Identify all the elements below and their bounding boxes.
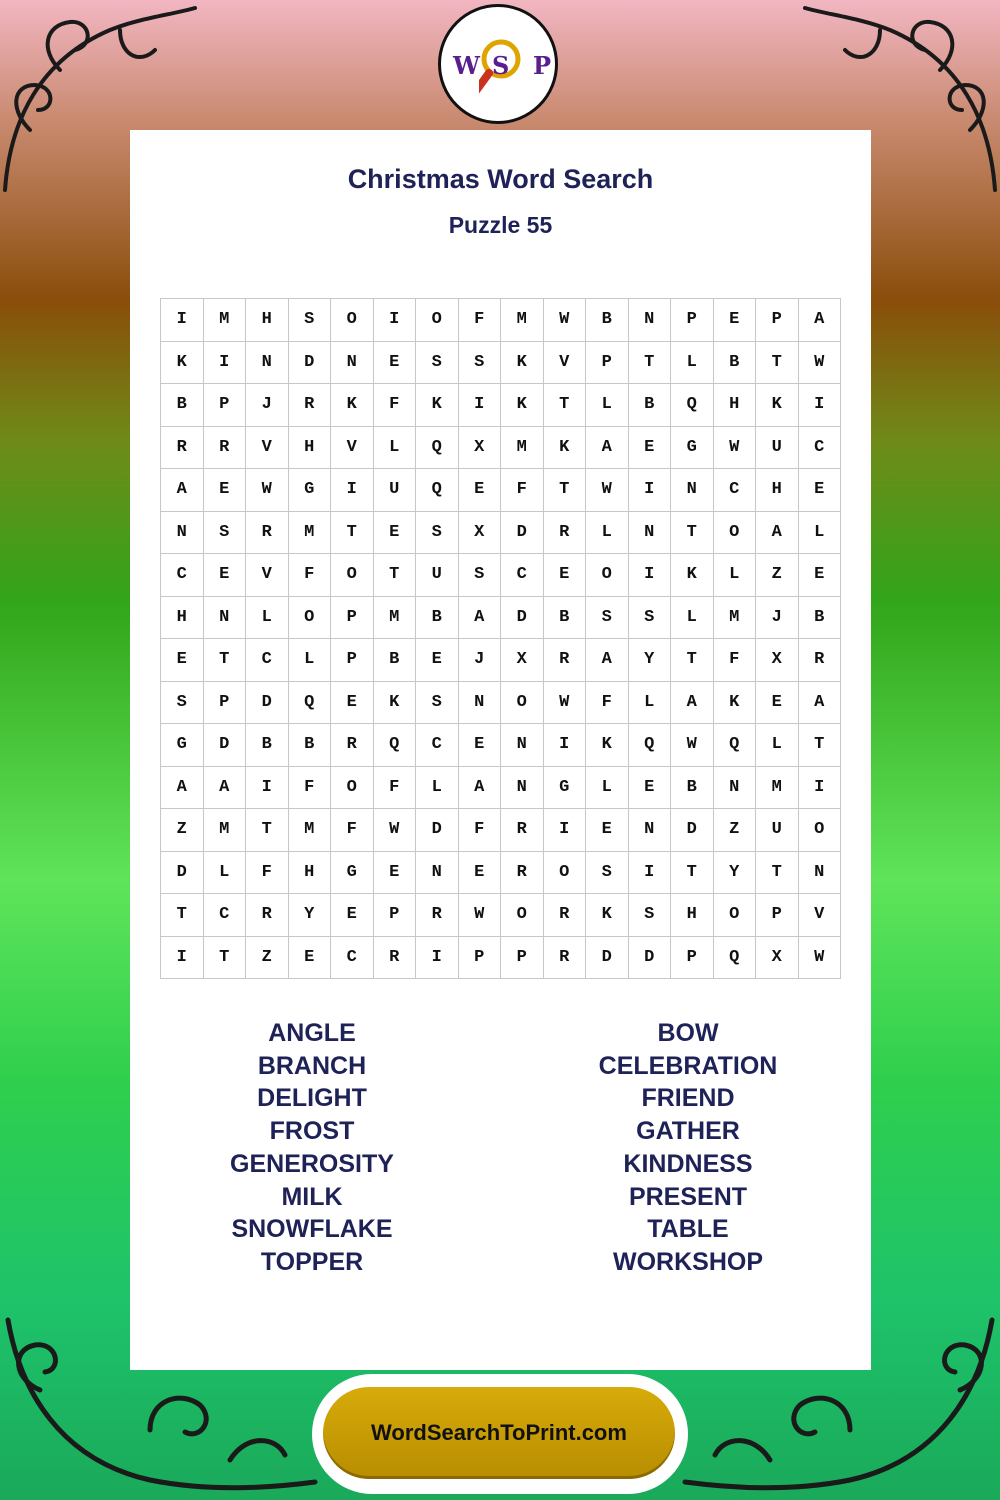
word-item: PRESENT <box>628 1182 748 1211</box>
grid-cell[interactable]: T <box>671 852 714 895</box>
grid-cell[interactable]: I <box>629 469 672 512</box>
grid-cell[interactable]: N <box>459 682 502 725</box>
grid-cell[interactable]: Y <box>629 639 672 682</box>
grid-cell[interactable]: D <box>416 809 459 852</box>
grid-cell[interactable]: E <box>374 512 417 555</box>
grid-cell[interactable]: O <box>714 512 757 555</box>
puzzle-sheet <box>130 130 871 1370</box>
word-item: FROST <box>269 1117 355 1146</box>
grid-cell[interactable]: E <box>629 427 672 470</box>
grid-cell[interactable]: R <box>246 894 289 937</box>
grid-cell[interactable]: I <box>416 937 459 980</box>
grid-cell[interactable]: B <box>799 597 842 640</box>
grid-cell[interactable]: G <box>331 852 374 895</box>
grid-cell[interactable]: A <box>459 767 502 810</box>
grid-cell[interactable]: G <box>671 427 714 470</box>
grid-cell[interactable]: K <box>586 724 629 767</box>
grid-cell[interactable]: G <box>161 724 204 767</box>
grid-cell[interactable]: E <box>544 554 587 597</box>
grid-cell[interactable]: K <box>416 384 459 427</box>
grid-cell[interactable]: U <box>756 809 799 852</box>
grid-cell[interactable]: F <box>289 767 332 810</box>
grid-cell[interactable]: I <box>459 384 502 427</box>
grid-cell[interactable]: L <box>799 512 842 555</box>
grid-cell[interactable]: B <box>629 384 672 427</box>
grid-cell[interactable]: C <box>501 554 544 597</box>
grid-cell[interactable]: K <box>501 384 544 427</box>
grid-cell[interactable]: S <box>629 894 672 937</box>
grid-cell[interactable]: T <box>204 937 247 980</box>
grid-cell[interactable]: A <box>799 682 842 725</box>
grid-cell[interactable]: R <box>544 894 587 937</box>
website-label: WordSearchToPrint.com <box>371 1420 627 1445</box>
grid-cell[interactable]: Q <box>671 384 714 427</box>
grid-cell[interactable]: I <box>629 554 672 597</box>
grid-cell[interactable]: H <box>756 469 799 512</box>
grid-cell[interactable]: E <box>459 469 502 512</box>
grid-cell[interactable]: E <box>459 724 502 767</box>
puzzle-title: Christmas Word Search <box>347 164 654 194</box>
word-item: TABLE <box>647 1215 729 1244</box>
grid-cell[interactable]: O <box>331 767 374 810</box>
grid-cell[interactable]: L <box>586 512 629 555</box>
grid-cell[interactable]: T <box>629 342 672 385</box>
grid-cell[interactable]: N <box>246 342 289 385</box>
grid-cell[interactable]: L <box>416 767 459 810</box>
grid-cell[interactable]: F <box>714 639 757 682</box>
grid-cell[interactable]: K <box>501 342 544 385</box>
grid-cell[interactable]: A <box>459 597 502 640</box>
grid-cell[interactable]: H <box>161 597 204 640</box>
grid-cell[interactable]: P <box>586 342 629 385</box>
grid-cell[interactable]: M <box>501 299 544 342</box>
grid-cell[interactable]: B <box>416 597 459 640</box>
grid-cell[interactable]: E <box>289 937 332 980</box>
grid-cell[interactable]: I <box>161 299 204 342</box>
word-item: ANGLE <box>268 1019 356 1047</box>
grid-cell[interactable]: X <box>501 639 544 682</box>
grid-cell[interactable]: Q <box>714 937 757 980</box>
grid-cell[interactable]: R <box>289 384 332 427</box>
grid-cell[interactable]: L <box>671 342 714 385</box>
grid-cell[interactable]: N <box>204 597 247 640</box>
grid-cell[interactable]: Q <box>714 724 757 767</box>
grid-cell[interactable]: P <box>331 639 374 682</box>
grid-cell[interactable]: W <box>544 299 587 342</box>
grid-cell[interactable]: B <box>161 384 204 427</box>
grid-cell[interactable]: I <box>629 852 672 895</box>
grid-cell[interactable]: N <box>629 299 672 342</box>
grid-cell[interactable]: R <box>501 809 544 852</box>
grid-cell[interactable]: I <box>204 342 247 385</box>
grid-cell[interactable]: P <box>501 937 544 980</box>
grid-cell[interactable]: I <box>544 724 587 767</box>
grid-cell[interactable]: L <box>289 639 332 682</box>
grid-cell[interactable]: S <box>416 512 459 555</box>
grid-cell[interactable]: Z <box>714 809 757 852</box>
grid-cell[interactable]: W <box>246 469 289 512</box>
grid-cell[interactable]: H <box>246 299 289 342</box>
grid-cell[interactable]: T <box>374 554 417 597</box>
grid-cell[interactable]: P <box>671 299 714 342</box>
grid-cell[interactable]: P <box>459 937 502 980</box>
grid-cell[interactable]: E <box>331 894 374 937</box>
grid-cell[interactable]: O <box>544 852 587 895</box>
grid-cell[interactable]: T <box>756 342 799 385</box>
word-item: GENEROSITY <box>230 1149 394 1178</box>
grid-cell[interactable]: Q <box>416 469 459 512</box>
grid-cell[interactable]: N <box>161 512 204 555</box>
grid-cell[interactable]: I <box>544 809 587 852</box>
word-item: CELEBRATION <box>598 1051 778 1080</box>
grid-cell[interactable]: M <box>204 299 247 342</box>
logo-letter-p: P <box>533 51 552 80</box>
word-item: MILK <box>281 1182 343 1211</box>
grid-cell[interactable]: M <box>501 427 544 470</box>
word-list-left <box>162 1017 462 1279</box>
grid-cell[interactable]: I <box>331 469 374 512</box>
grid-cell[interactable]: B <box>246 724 289 767</box>
grid-cell[interactable]: P <box>671 937 714 980</box>
grid-cell[interactable]: L <box>756 724 799 767</box>
grid-cell[interactable]: U <box>416 554 459 597</box>
grid-cell[interactable]: S <box>459 554 502 597</box>
grid-cell[interactable]: D <box>289 342 332 385</box>
grid-cell[interactable]: P <box>331 597 374 640</box>
grid-cell[interactable]: B <box>586 299 629 342</box>
grid-cell[interactable]: N <box>629 512 672 555</box>
grid-cell[interactable]: Q <box>289 682 332 725</box>
grid-cell[interactable]: A <box>161 767 204 810</box>
wsp-logo[interactable] <box>438 4 558 124</box>
grid-cell[interactable]: R <box>501 852 544 895</box>
grid-cell[interactable]: K <box>671 554 714 597</box>
grid-cell[interactable]: O <box>416 299 459 342</box>
grid-cell[interactable]: S <box>416 682 459 725</box>
grid-cell[interactable]: S <box>204 512 247 555</box>
grid-cell[interactable]: T <box>756 852 799 895</box>
word-item: TOPPER <box>260 1247 364 1276</box>
grid-cell[interactable]: D <box>501 512 544 555</box>
grid-cell[interactable]: D <box>246 682 289 725</box>
grid-cell[interactable]: N <box>416 852 459 895</box>
grid-cell[interactable]: D <box>586 937 629 980</box>
grid-cell[interactable]: J <box>756 597 799 640</box>
grid-cell[interactable]: R <box>374 937 417 980</box>
grid-cell[interactable]: A <box>671 682 714 725</box>
grid-cell[interactable]: B <box>374 639 417 682</box>
grid-cell[interactable]: K <box>756 384 799 427</box>
letter-grid[interactable] <box>160 298 841 979</box>
grid-cell[interactable]: H <box>289 427 332 470</box>
grid-cell[interactable]: I <box>799 767 842 810</box>
grid-cell[interactable]: L <box>714 554 757 597</box>
grid-cell[interactable]: V <box>331 427 374 470</box>
grid-cell[interactable]: L <box>246 597 289 640</box>
grid-cell[interactable]: C <box>331 937 374 980</box>
grid-cell[interactable]: M <box>714 597 757 640</box>
word-list-right <box>538 1017 838 1279</box>
grid-cell[interactable]: F <box>374 767 417 810</box>
grid-cell[interactable]: N <box>714 767 757 810</box>
grid-cell[interactable]: D <box>501 597 544 640</box>
grid-cell[interactable]: E <box>799 469 842 512</box>
grid-cell[interactable]: E <box>459 852 502 895</box>
grid-cell[interactable]: E <box>374 342 417 385</box>
grid-cell[interactable]: P <box>204 384 247 427</box>
grid-cell[interactable]: O <box>289 597 332 640</box>
grid-cell[interactable]: C <box>799 427 842 470</box>
grid-cell[interactable]: P <box>204 682 247 725</box>
grid-cell[interactable]: R <box>204 427 247 470</box>
grid-cell[interactable]: M <box>756 767 799 810</box>
grid-cell[interactable]: L <box>671 597 714 640</box>
grid-cell[interactable]: C <box>204 894 247 937</box>
grid-cell[interactable]: W <box>714 427 757 470</box>
word-item: SNOWFLAKE <box>231 1215 393 1244</box>
grid-cell[interactable]: W <box>799 937 842 980</box>
grid-cell[interactable]: E <box>374 852 417 895</box>
puzzle-number: Puzzle 55 <box>448 212 553 238</box>
grid-cell[interactable]: D <box>671 809 714 852</box>
grid-cell[interactable]: Y <box>714 852 757 895</box>
grid-cell[interactable]: T <box>331 512 374 555</box>
grid-cell[interactable]: R <box>544 937 587 980</box>
grid-cell[interactable]: U <box>374 469 417 512</box>
grid-cell[interactable]: S <box>586 597 629 640</box>
grid-cell[interactable]: B <box>671 767 714 810</box>
website-button[interactable] <box>323 1387 675 1479</box>
grid-cell[interactable]: H <box>671 894 714 937</box>
grid-cell[interactable]: W <box>586 469 629 512</box>
grid-cell[interactable]: X <box>459 512 502 555</box>
grid-cell[interactable]: V <box>246 427 289 470</box>
grid-cell[interactable]: M <box>289 512 332 555</box>
grid-cell[interactable]: B <box>289 724 332 767</box>
grid-cell[interactable]: T <box>544 384 587 427</box>
grid-cell[interactable]: M <box>204 809 247 852</box>
word-item: WORKSHOP <box>613 1247 763 1276</box>
grid-cell[interactable]: R <box>544 512 587 555</box>
grid-cell[interactable]: R <box>331 724 374 767</box>
grid-cell[interactable]: Z <box>161 809 204 852</box>
grid-cell[interactable]: S <box>586 852 629 895</box>
grid-cell[interactable]: N <box>671 469 714 512</box>
grid-cell[interactable]: W <box>671 724 714 767</box>
grid-cell[interactable]: L <box>586 767 629 810</box>
grid-cell[interactable]: C <box>161 554 204 597</box>
grid-cell[interactable]: E <box>204 554 247 597</box>
grid-cell[interactable]: E <box>799 554 842 597</box>
grid-cell[interactable]: F <box>459 809 502 852</box>
grid-cell[interactable]: Z <box>756 554 799 597</box>
grid-cell[interactable]: H <box>289 852 332 895</box>
grid-cell[interactable]: A <box>756 512 799 555</box>
grid-cell[interactable]: E <box>204 469 247 512</box>
grid-cell[interactable]: D <box>161 852 204 895</box>
grid-cell[interactable]: E <box>416 639 459 682</box>
grid-cell[interactable]: B <box>544 597 587 640</box>
word-item: FRIEND <box>641 1084 735 1113</box>
grid-cell[interactable]: A <box>204 767 247 810</box>
grid-cell[interactable]: L <box>586 384 629 427</box>
grid-cell[interactable]: T <box>544 469 587 512</box>
grid-cell[interactable]: J <box>246 384 289 427</box>
grid-cell[interactable]: O <box>501 894 544 937</box>
grid-cell[interactable]: I <box>161 937 204 980</box>
word-item: BRANCH <box>257 1051 367 1080</box>
grid-cell[interactable]: I <box>246 767 289 810</box>
grid-cell[interactable]: Q <box>374 724 417 767</box>
grid-cell[interactable]: E <box>331 682 374 725</box>
grid-cell[interactable]: P <box>756 894 799 937</box>
grid-cell[interactable]: F <box>331 809 374 852</box>
grid-cell[interactable]: W <box>544 682 587 725</box>
grid-cell[interactable]: T <box>246 809 289 852</box>
grid-cell[interactable]: W <box>459 894 502 937</box>
grid-cell[interactable]: T <box>799 724 842 767</box>
grid-cell[interactable]: A <box>586 639 629 682</box>
grid-cell[interactable]: A <box>586 427 629 470</box>
grid-cell[interactable]: B <box>714 342 757 385</box>
grid-cell[interactable]: K <box>714 682 757 725</box>
logo-letter-s: S <box>492 51 510 80</box>
grid-cell[interactable]: E <box>629 767 672 810</box>
grid-cell[interactable]: V <box>246 554 289 597</box>
grid-cell[interactable]: E <box>161 639 204 682</box>
grid-cell[interactable]: E <box>586 809 629 852</box>
grid-cell[interactable]: W <box>799 342 842 385</box>
grid-cell[interactable]: H <box>714 384 757 427</box>
grid-cell[interactable]: O <box>714 894 757 937</box>
grid-cell[interactable]: K <box>331 384 374 427</box>
grid-cell[interactable]: V <box>799 894 842 937</box>
grid-cell[interactable]: X <box>459 427 502 470</box>
grid-cell[interactable]: K <box>374 682 417 725</box>
grid-cell[interactable]: T <box>671 639 714 682</box>
grid-cell[interactable]: X <box>756 639 799 682</box>
grid-cell[interactable]: F <box>374 384 417 427</box>
grid-cell[interactable]: O <box>501 682 544 725</box>
grid-cell[interactable]: R <box>161 427 204 470</box>
grid-cell[interactable]: R <box>799 639 842 682</box>
word-item: KINDNESS <box>623 1149 753 1178</box>
grid-cell[interactable]: G <box>289 469 332 512</box>
grid-cell[interactable]: T <box>204 639 247 682</box>
grid-cell[interactable]: M <box>289 809 332 852</box>
grid-cell[interactable]: F <box>289 554 332 597</box>
grid-cell[interactable]: N <box>799 852 842 895</box>
grid-cell[interactable]: O <box>331 554 374 597</box>
grid-cell[interactable]: O <box>799 809 842 852</box>
grid-cell[interactable]: E <box>714 299 757 342</box>
grid-cell[interactable]: X <box>756 937 799 980</box>
grid-cell[interactable]: F <box>586 682 629 725</box>
grid-cell[interactable]: P <box>374 894 417 937</box>
grid-cell[interactable]: R <box>416 894 459 937</box>
grid-cell[interactable]: N <box>331 342 374 385</box>
grid-cell[interactable]: S <box>161 682 204 725</box>
grid-cell[interactable]: R <box>544 639 587 682</box>
grid-cell[interactable]: U <box>756 427 799 470</box>
grid-cell[interactable]: C <box>246 639 289 682</box>
grid-cell[interactable]: Y <box>289 894 332 937</box>
grid-cell[interactable]: Q <box>416 427 459 470</box>
grid-cell[interactable]: W <box>374 809 417 852</box>
grid-cell[interactable]: F <box>459 299 502 342</box>
grid-cell[interactable]: J <box>459 639 502 682</box>
grid-cell[interactable]: K <box>161 342 204 385</box>
grid-cell[interactable]: G <box>544 767 587 810</box>
grid-cell[interactable]: F <box>501 469 544 512</box>
grid-cell[interactable]: F <box>246 852 289 895</box>
grid-cell[interactable]: N <box>501 724 544 767</box>
grid-cell[interactable]: D <box>204 724 247 767</box>
grid-cell[interactable]: I <box>799 384 842 427</box>
grid-cell[interactable]: S <box>629 597 672 640</box>
grid-cell[interactable]: C <box>416 724 459 767</box>
grid-cell[interactable]: P <box>756 299 799 342</box>
grid-cell[interactable]: L <box>629 682 672 725</box>
word-item: BOW <box>657 1019 719 1047</box>
grid-cell[interactable]: A <box>799 299 842 342</box>
grid-cell[interactable]: Q <box>629 724 672 767</box>
grid-cell[interactable]: D <box>629 937 672 980</box>
grid-cell[interactable]: C <box>714 469 757 512</box>
grid-cell[interactable]: M <box>374 597 417 640</box>
grid-cell[interactable]: L <box>204 852 247 895</box>
grid-cell[interactable]: O <box>586 554 629 597</box>
grid-cell[interactable]: O <box>331 299 374 342</box>
grid-cell[interactable]: I <box>374 299 417 342</box>
grid-cell[interactable]: S <box>459 342 502 385</box>
grid-cell[interactable]: E <box>756 682 799 725</box>
word-item: GATHER <box>636 1117 740 1146</box>
grid-cell[interactable]: S <box>416 342 459 385</box>
grid-cell[interactable]: T <box>671 512 714 555</box>
grid-cell[interactable]: T <box>161 894 204 937</box>
grid-cell[interactable]: Z <box>246 937 289 980</box>
grid-cell[interactable]: L <box>374 427 417 470</box>
logo-letter-w: W <box>453 51 480 80</box>
grid-cell[interactable]: S <box>289 299 332 342</box>
grid-cell[interactable]: R <box>246 512 289 555</box>
grid-cell[interactable]: N <box>629 809 672 852</box>
grid-cell[interactable]: A <box>161 469 204 512</box>
word-item: DELIGHT <box>257 1084 367 1113</box>
grid-cell[interactable]: K <box>544 427 587 470</box>
grid-cell[interactable]: V <box>544 342 587 385</box>
grid-cell[interactable]: N <box>501 767 544 810</box>
grid-cell[interactable]: K <box>586 894 629 937</box>
